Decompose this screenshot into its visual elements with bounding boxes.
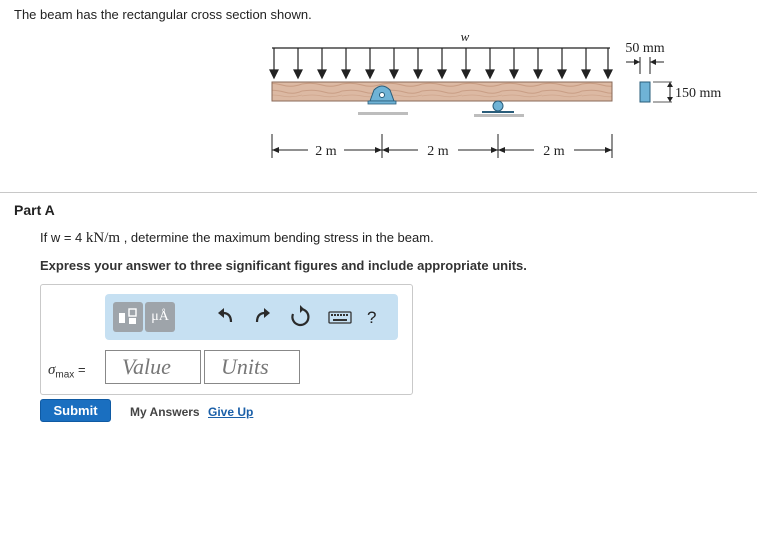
answer-instruction: Express your answer to three significant figures and include appropriate units.: [40, 258, 527, 273]
keyboard-icon[interactable]: [327, 304, 353, 330]
cross-section: [625, 41, 721, 102]
templates-icon: [118, 308, 138, 326]
question-units: kN/m: [85, 230, 121, 246]
span-label-1: 2 m: [315, 144, 337, 159]
math-toolbar: [105, 294, 398, 340]
width-label: 50 mm: [625, 41, 665, 56]
submit-button[interactable]: Submit: [40, 399, 111, 422]
span-label-3: 2 m: [543, 144, 565, 159]
question-prefix: If w = 4: [40, 230, 83, 245]
templates-button[interactable]: [113, 302, 143, 332]
question-text: [40, 230, 434, 247]
question-suffix: , determine the maximum bending stress in the beam.: [123, 230, 434, 245]
my-answers-link[interactable]: My Answers: [130, 405, 200, 419]
redo-icon[interactable]: [249, 304, 275, 330]
sigma-max-label: [48, 362, 86, 381]
problem-intro: The beam has the rectangular cross section shown.: [14, 7, 312, 22]
roller-support: [474, 101, 524, 117]
sigma-subscript: max: [55, 369, 75, 381]
height-label: 150 mm: [675, 86, 722, 101]
section-divider: [0, 192, 757, 193]
beam: [272, 82, 612, 101]
load-label: w: [460, 29, 470, 44]
value-input[interactable]: Value: [105, 350, 201, 384]
span-label-2: 2 m: [427, 144, 449, 159]
units-input[interactable]: Units: [204, 350, 300, 384]
help-button[interactable]: ?: [367, 308, 377, 327]
units-button[interactable]: μÅ: [145, 302, 175, 332]
reset-icon[interactable]: [287, 304, 313, 330]
undo-icon[interactable]: [213, 304, 239, 330]
distributed-load: [270, 48, 612, 78]
beam-figure: [262, 26, 752, 166]
equals-sign: =: [77, 362, 86, 377]
give-up-link[interactable]: Give Up: [208, 405, 254, 419]
sigma-symbol: σ: [48, 362, 56, 378]
part-title: Part A: [14, 202, 55, 218]
